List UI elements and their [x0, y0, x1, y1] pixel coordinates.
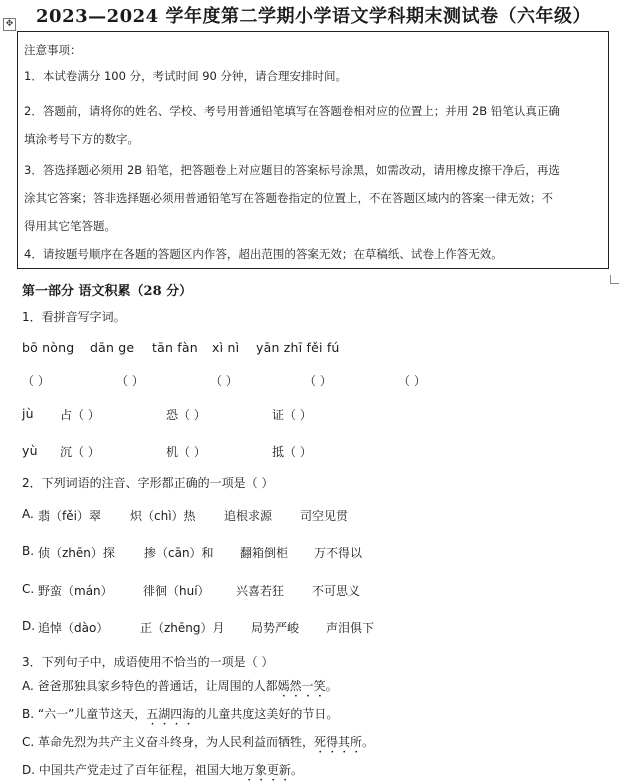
q2-option-a-word-4: 司空见贯 — [300, 509, 349, 523]
q3-option-d-idiom: 万象更新 — [242, 763, 291, 777]
q1-pinyin-5: yān zhī fěi fú — [256, 340, 340, 355]
q3-option-d[interactable] — [22, 761, 303, 784]
notice-line-2: 2．答题前，请将你的姓名、学校、考号用普通铅笔填写在答题卷相对应的位置上；并用 2B 铅笔认真正确 — [24, 104, 560, 118]
part1-heading: 第一部分 语文积累（28 分） — [22, 284, 193, 299]
q2-option-c-word-1: 野蛮（mán） — [38, 584, 113, 598]
q2-option-b-word-2: 掺（cān）和 — [144, 546, 214, 560]
q2-option-a-word-1: 翡（fěi）翠 — [38, 509, 101, 523]
q1-pinyin-4: xì nì — [212, 340, 240, 355]
q1-row2-pinyin: yù — [22, 443, 38, 458]
q2-option-b-word-4: 万不得以 — [314, 546, 363, 560]
q1-row1-pinyin: jù — [22, 406, 34, 421]
q2-option-b-word-1: 侦（zhēn）探 — [38, 546, 115, 560]
q1-answer-blank[interactable]: （ ） — [116, 374, 144, 388]
q1-stem: 1．看拼音写字词。 — [22, 310, 126, 324]
q3-option-b[interactable] — [22, 705, 338, 728]
q1-answer-blank[interactable]: （ ） — [22, 374, 50, 388]
q2-option-d-word-2: 正（zhēng）月 — [140, 621, 225, 635]
q3-option-a-text: A. 爸爸那独具家乡特色的普通话，让周围的人都 — [22, 679, 278, 693]
q1-answer-blank[interactable]: （ ） — [398, 374, 426, 388]
q1-answer-blank[interactable]: （ ） — [304, 374, 332, 388]
q1-row2-item-1[interactable]: 沉（ ） — [60, 445, 100, 459]
q1-row1-item-3[interactable]: 证（ ） — [272, 408, 312, 422]
q2-option-a-word-3: 追根求源 — [224, 509, 273, 523]
q2-option-c-word-4: 不可思义 — [312, 584, 361, 598]
q1-row1-item-2[interactable]: 恐（ ） — [166, 408, 206, 422]
q1-pinyin-1: bō nòng — [22, 340, 75, 355]
q2-option-c-word-2: 徘徊（huí） — [143, 584, 210, 598]
q2-option-a-word-2: 炽（chì）热 — [130, 509, 196, 523]
q3-option-d-end: 。 — [290, 763, 303, 777]
q2-option-d-word-4: 声泪俱下 — [326, 621, 375, 635]
q3-option-a[interactable] — [22, 677, 338, 700]
q1-pinyin-2: dān ge — [90, 340, 135, 355]
notice-line-7: 4．请按题号顺序在各题的答题区内作答，超出范围的答案无效；在草稿纸、试卷上作答无效。 — [24, 247, 503, 261]
exam-title: 2023—2024 学年度第二学期小学语文学科期末测试卷（六年级） — [36, 6, 591, 27]
q3-stem: 3．下列句子中，成语使用不恰当的一项是（ ） — [22, 655, 274, 669]
q3-option-a-end: 。 — [325, 679, 338, 693]
notice-label: 注意事项： — [24, 43, 82, 57]
text-boundary-corner-icon — [610, 269, 619, 288]
q1-answer-blank[interactable]: （ ） — [210, 374, 238, 388]
q2-option-b-word-3: 翻箱倒柜 — [240, 546, 289, 560]
q2-option-b-letter[interactable]: B. — [22, 544, 35, 558]
q3-option-b-text: B. “六一”儿童节这天， — [22, 707, 147, 721]
q3-option-c-idiom: 死得其所 — [314, 735, 363, 749]
q3-option-b-idiom: 五湖四海 — [146, 707, 195, 721]
q2-option-d-word-3: 局势严峻 — [251, 621, 300, 635]
q3-option-b-end: 的儿童共度这美好的节日。 — [194, 707, 339, 721]
q1-row1-item-1[interactable]: 占（ ） — [60, 408, 100, 422]
q2-option-a-letter[interactable]: A. — [22, 507, 34, 521]
q2-stem: 2．下列词语的注音、字形都正确的一项是（ ） — [22, 476, 274, 490]
q2-option-c-letter[interactable]: C. — [22, 582, 35, 596]
q2-option-d-word-1: 追悼（dào） — [38, 621, 109, 635]
notice-line-3: 填涂考号下方的数字。 — [24, 132, 139, 146]
notice-line-4: 3．答选择题必须用 2B 铅笔，把答题卷上对应题目的答案标号涂黑，如需改动，请用橡皮擦干净后，再选 — [24, 163, 560, 177]
notice-line-6: 得用其它笔答题。 — [24, 219, 116, 233]
q1-row2-item-2[interactable]: 机（ ） — [166, 445, 206, 459]
q3-option-a-idiom: 嫣然一笑 — [277, 679, 326, 693]
move-anchor-icon[interactable]: ✥ — [3, 18, 16, 31]
q3-option-d-text: D. 中国共产党走过了百年征程，祖国大地 — [22, 763, 243, 777]
q3-option-c-text: C. 革命先烈为共产主义奋斗终身，为人民利益而牺牲， — [22, 735, 315, 749]
q1-row2-item-3[interactable]: 抵（ ） — [272, 445, 312, 459]
q2-option-d-letter[interactable]: D. — [22, 619, 36, 633]
q3-option-c[interactable] — [22, 733, 374, 756]
q3-option-c-end: 。 — [362, 735, 375, 749]
q1-pinyin-3: tān fàn — [152, 340, 198, 355]
notice-line-1: 1．本试卷满分 100 分，考试时间 90 分钟，请合理安排时间。 — [24, 69, 348, 83]
notice-line-5: 涂其它答案；答非选择题必须用普通铅笔写在答题卷指定的位置上，不在答题区域内的答案一律无效；不 — [24, 191, 553, 205]
q2-option-c-word-3: 兴喜若狂 — [236, 584, 285, 598]
